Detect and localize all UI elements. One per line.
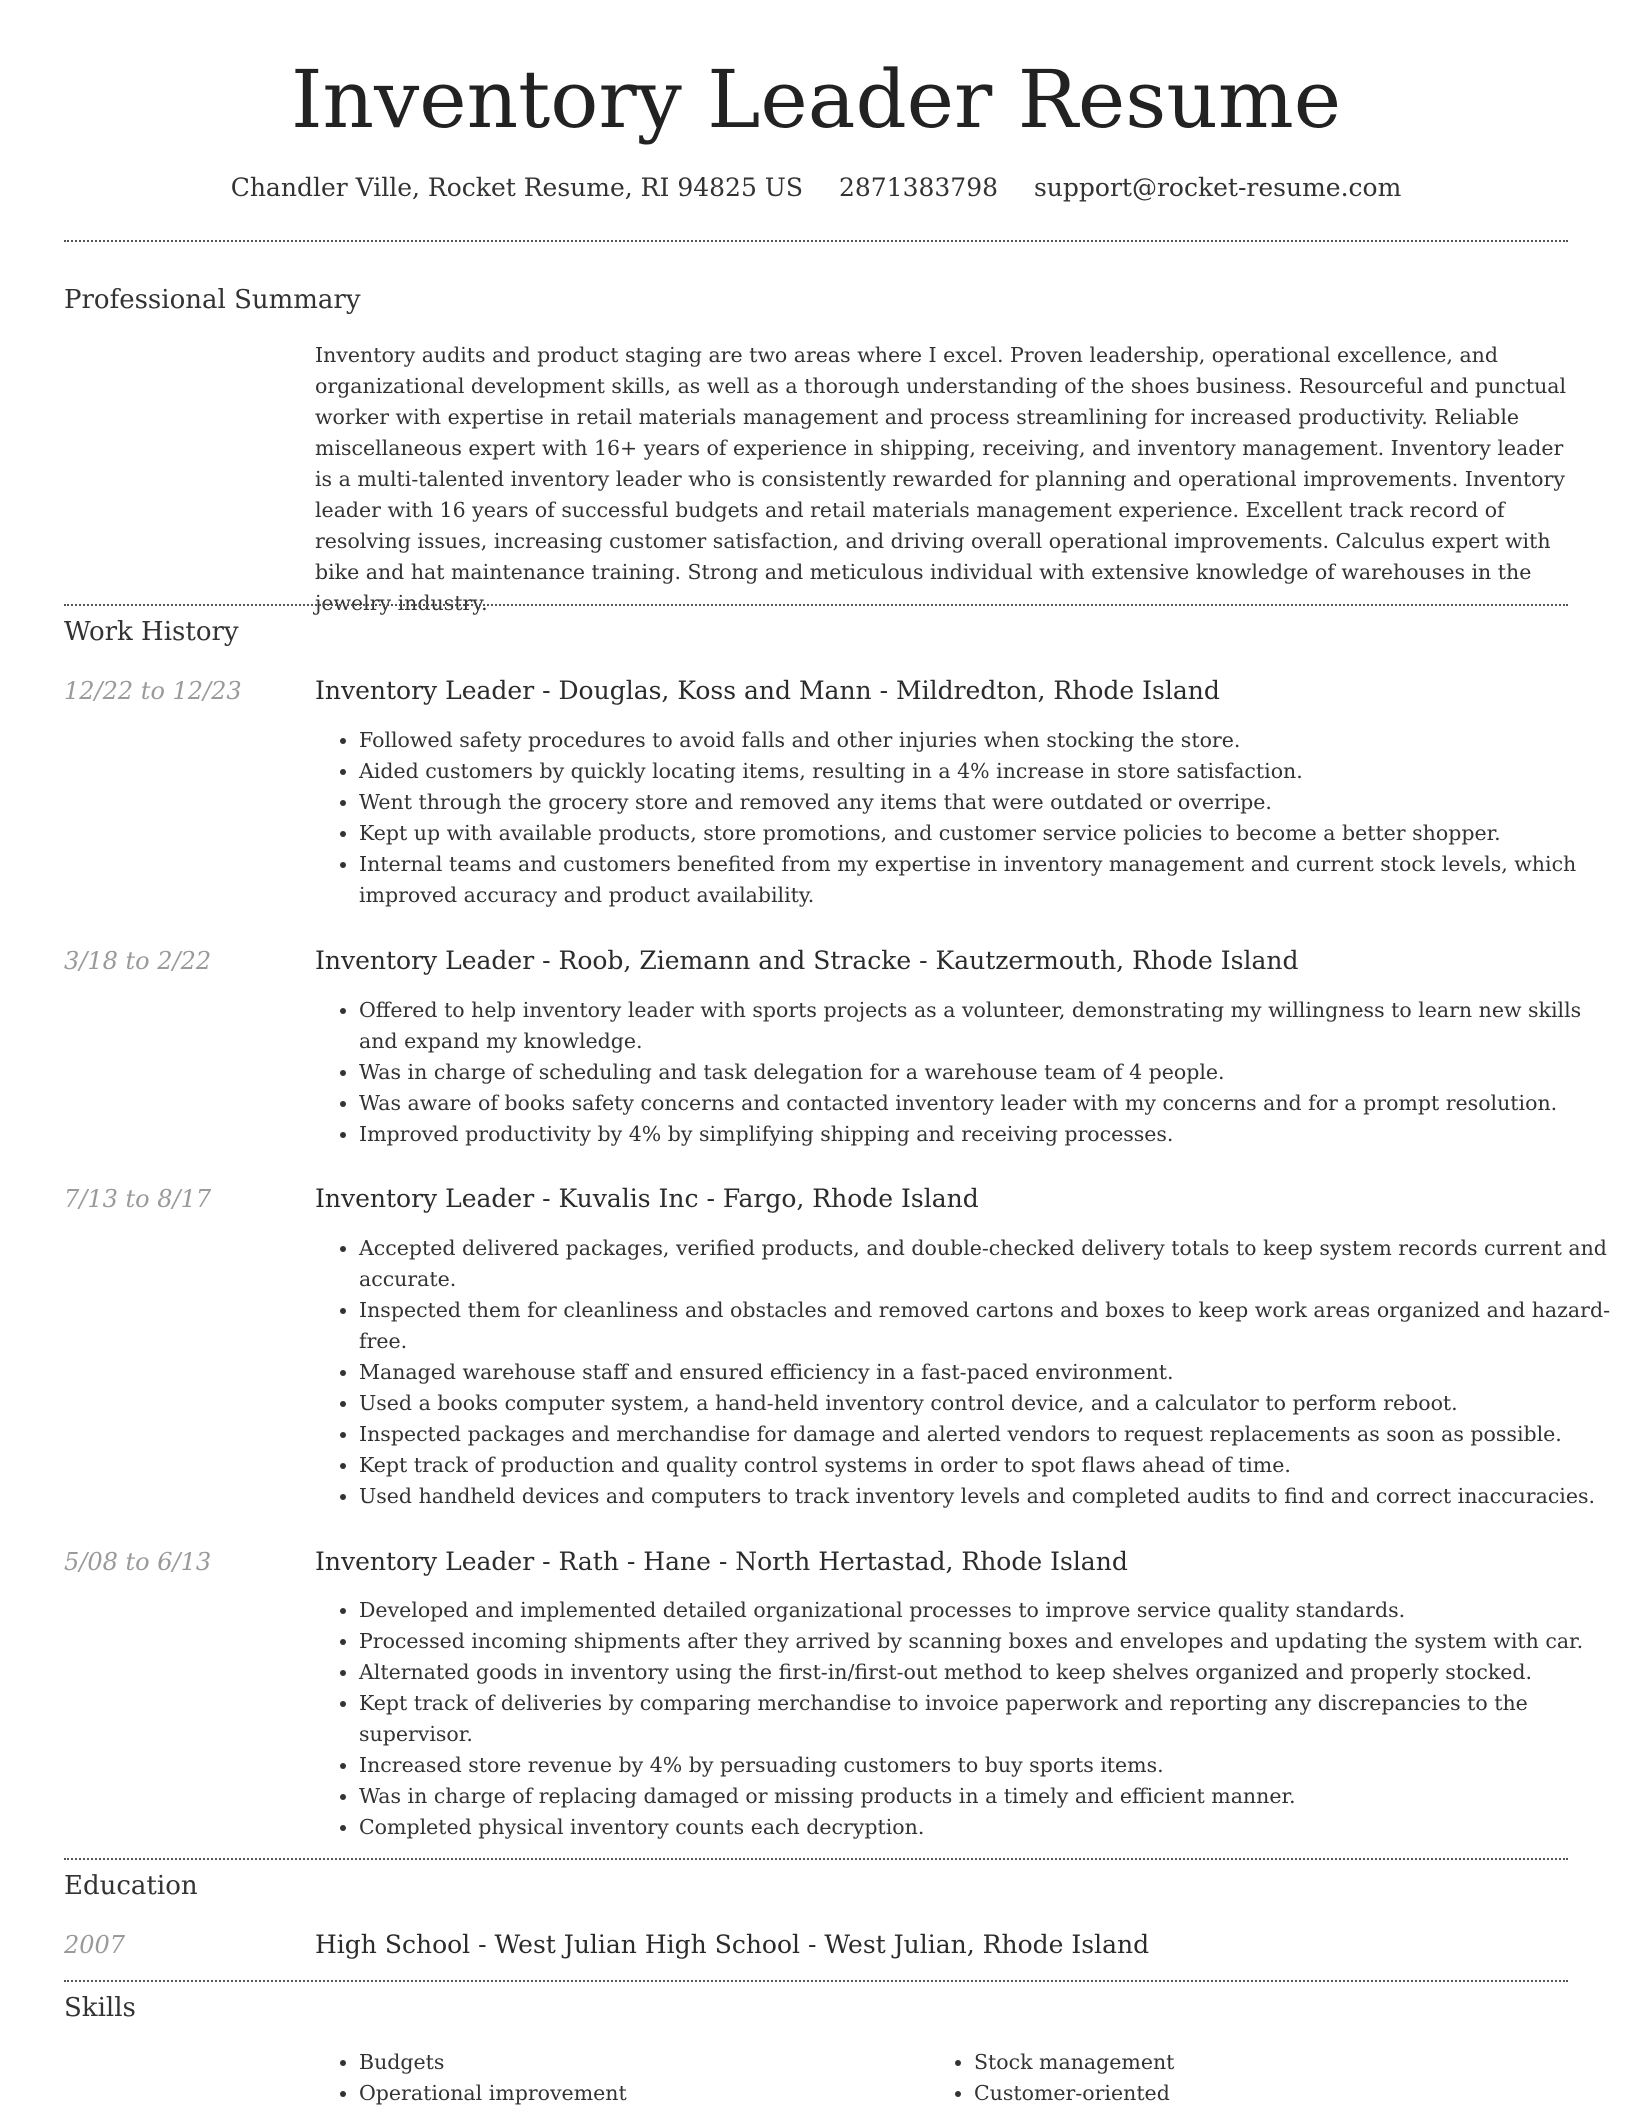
job-bullet: • Developed and implemented detailed organizational processes to improve service quality standards. (359, 1595, 1621, 1626)
job-bullet: • Alternated goods in inventory using the first-in/first-out method to keep shelves organized and properly stocked. (359, 1657, 1621, 1688)
job-title: Inventory Leader - Douglas, Koss and Mann - Mildredton, Rhode Island (315, 676, 1220, 705)
skill-item: • Customer-oriented (974, 2078, 1174, 2109)
job-bullets (315, 1595, 1621, 1843)
job-bullet: • Managed warehouse staff and ensured efficiency in a fast-paced environment. (359, 1357, 1621, 1388)
job-bullet: • Completed physical inventory counts each decryption. (359, 1812, 1621, 1843)
job-bullet: • Aided customers by quickly locating items, resulting in a 4% increase in store satisfaction. (359, 756, 1621, 787)
section-divider (64, 1858, 1568, 1860)
contact-address: Chandler Ville, Rocket Resume, RI 94825 US (230, 173, 803, 202)
job-bullet: • Increased store revenue by 4% by persuading customers to buy sports items. (359, 1750, 1621, 1781)
section-divider (64, 240, 1568, 242)
contact-line (0, 170, 1632, 206)
job-bullet: • Was in charge of scheduling and task delegation for a warehouse team of 4 people. (359, 1057, 1621, 1088)
job-title: Inventory Leader - Rath - Hane - North Hertastad, Rhode Island (315, 1547, 1128, 1576)
job-bullet: • Internal teams and customers benefited from my expertise in inventory management and current stock levels, which improved accuracy and product availability. (359, 849, 1621, 911)
job-bullet: • Used handheld devices and computers to track inventory levels and completed audits to find and correct inaccuracies. (359, 1481, 1621, 1512)
job-dates: 5/08 to 6/13 (64, 1548, 212, 1576)
education-heading: Education (64, 1871, 198, 1901)
job-title: Inventory Leader - Roob, Ziemann and Stracke - Kautzermouth, Rhode Island (315, 946, 1299, 975)
job-bullet: • Was in charge of replacing damaged or missing products in a timely and efficient manner. (359, 1781, 1621, 1812)
job-bullet: • Inspected them for cleanliness and obstacles and removed cartons and boxes to keep work areas organized and hazard-free. (359, 1295, 1621, 1357)
job-bullet: • Inspected packages and merchandise for damage and alerted vendors to request replacements as soon as possible. (359, 1419, 1621, 1450)
job-bullet: • Kept track of production and quality control systems in order to spot flaws ahead of time. (359, 1450, 1621, 1481)
section-divider (64, 604, 1568, 606)
job-bullet: • Used a books computer system, a hand-held inventory control device, and a calculator to perform reboot. (359, 1388, 1621, 1419)
job-dates: 7/13 to 8/17 (64, 1185, 212, 1213)
education-year: 2007 (64, 1931, 126, 1959)
job-bullet: • Went through the grocery store and removed any items that were outdated or overripe. (359, 787, 1621, 818)
skills-list-right (930, 2047, 1174, 2109)
job-title: Inventory Leader - Kuvalis Inc - Fargo, Rhode Island (315, 1184, 979, 1213)
skill-item: • Stock management (974, 2047, 1174, 2078)
contact-phone: 2871383798 (838, 173, 999, 202)
job-bullet: • Improved productivity by 4% by simplifying shipping and receiving processes. (359, 1119, 1621, 1150)
job-dates: 3/18 to 2/22 (64, 947, 212, 975)
job-bullet: • Was aware of books safety concerns and contacted inventory leader with my concerns and for a prompt resolution. (359, 1088, 1621, 1119)
skills-heading: Skills (64, 1993, 136, 2023)
work-history-heading: Work History (64, 617, 239, 647)
job-dates: 12/22 to 12/23 (64, 677, 242, 705)
job-bullet: • Accepted delivered packages, verified products, and double-checked delivery totals to keep system records current and accurate. (359, 1233, 1621, 1295)
education-entry: High School - West Julian High School - West Julian, Rhode Island (315, 1930, 1150, 1959)
job-bullet: • Kept track of deliveries by comparing merchandise to invoice paperwork and reporting any discrepancies to the supervisor. (359, 1688, 1621, 1750)
job-bullet: • Kept up with available products, store promotions, and customer service policies to become a better shopper. (359, 818, 1621, 849)
summary-heading: Professional Summary (64, 285, 361, 315)
skill-item: • Operational improvement (359, 2078, 627, 2109)
job-bullets (315, 995, 1621, 1150)
job-bullet: • Processed incoming shipments after they arrived by scanning boxes and envelopes and updating the system with car. (359, 1626, 1621, 1657)
job-bullet: • Followed safety procedures to avoid falls and other injuries when stocking the store. (359, 725, 1621, 756)
section-divider (64, 1980, 1568, 1982)
skills-list-left (315, 2047, 627, 2109)
skill-item: • Budgets (359, 2047, 627, 2078)
job-bullet: • Offered to help inventory leader with sports projects as a volunteer, demonstrating my willingness to learn new skills and expand my knowledge. (359, 995, 1621, 1057)
contact-email: support@rocket-resume.com (1033, 173, 1402, 202)
job-bullets (315, 1233, 1621, 1512)
job-bullets (315, 725, 1621, 911)
summary-text: Inventory audits and product staging are two areas where I excel. Proven leadership, operational excellence, and organizational development skills, as well as a thorough understanding of the shoes business. Resourceful and punctual worker with expertise in retail materials management and process streamlining for increased productivity. Reliable miscellaneous expert with 16+ years of experience in shipping, receiving, and inventory management. Inventory leader is a multi-talented inventory leader who is consistently rewarded for planning and operational improvements. Inventory leader with 16 years of successful budgets and retail materials management experience. Excellent track record of resolving issues, increasing customer satisfaction, and driving overall operational improvements. Calculus expert with bike and hat maintenance training. Strong and meticulous individual with extensive knowledge of warehouses in the jewelry industry. (315, 343, 1567, 615)
page-title: Inventory Leader Resume (290, 53, 1342, 146)
